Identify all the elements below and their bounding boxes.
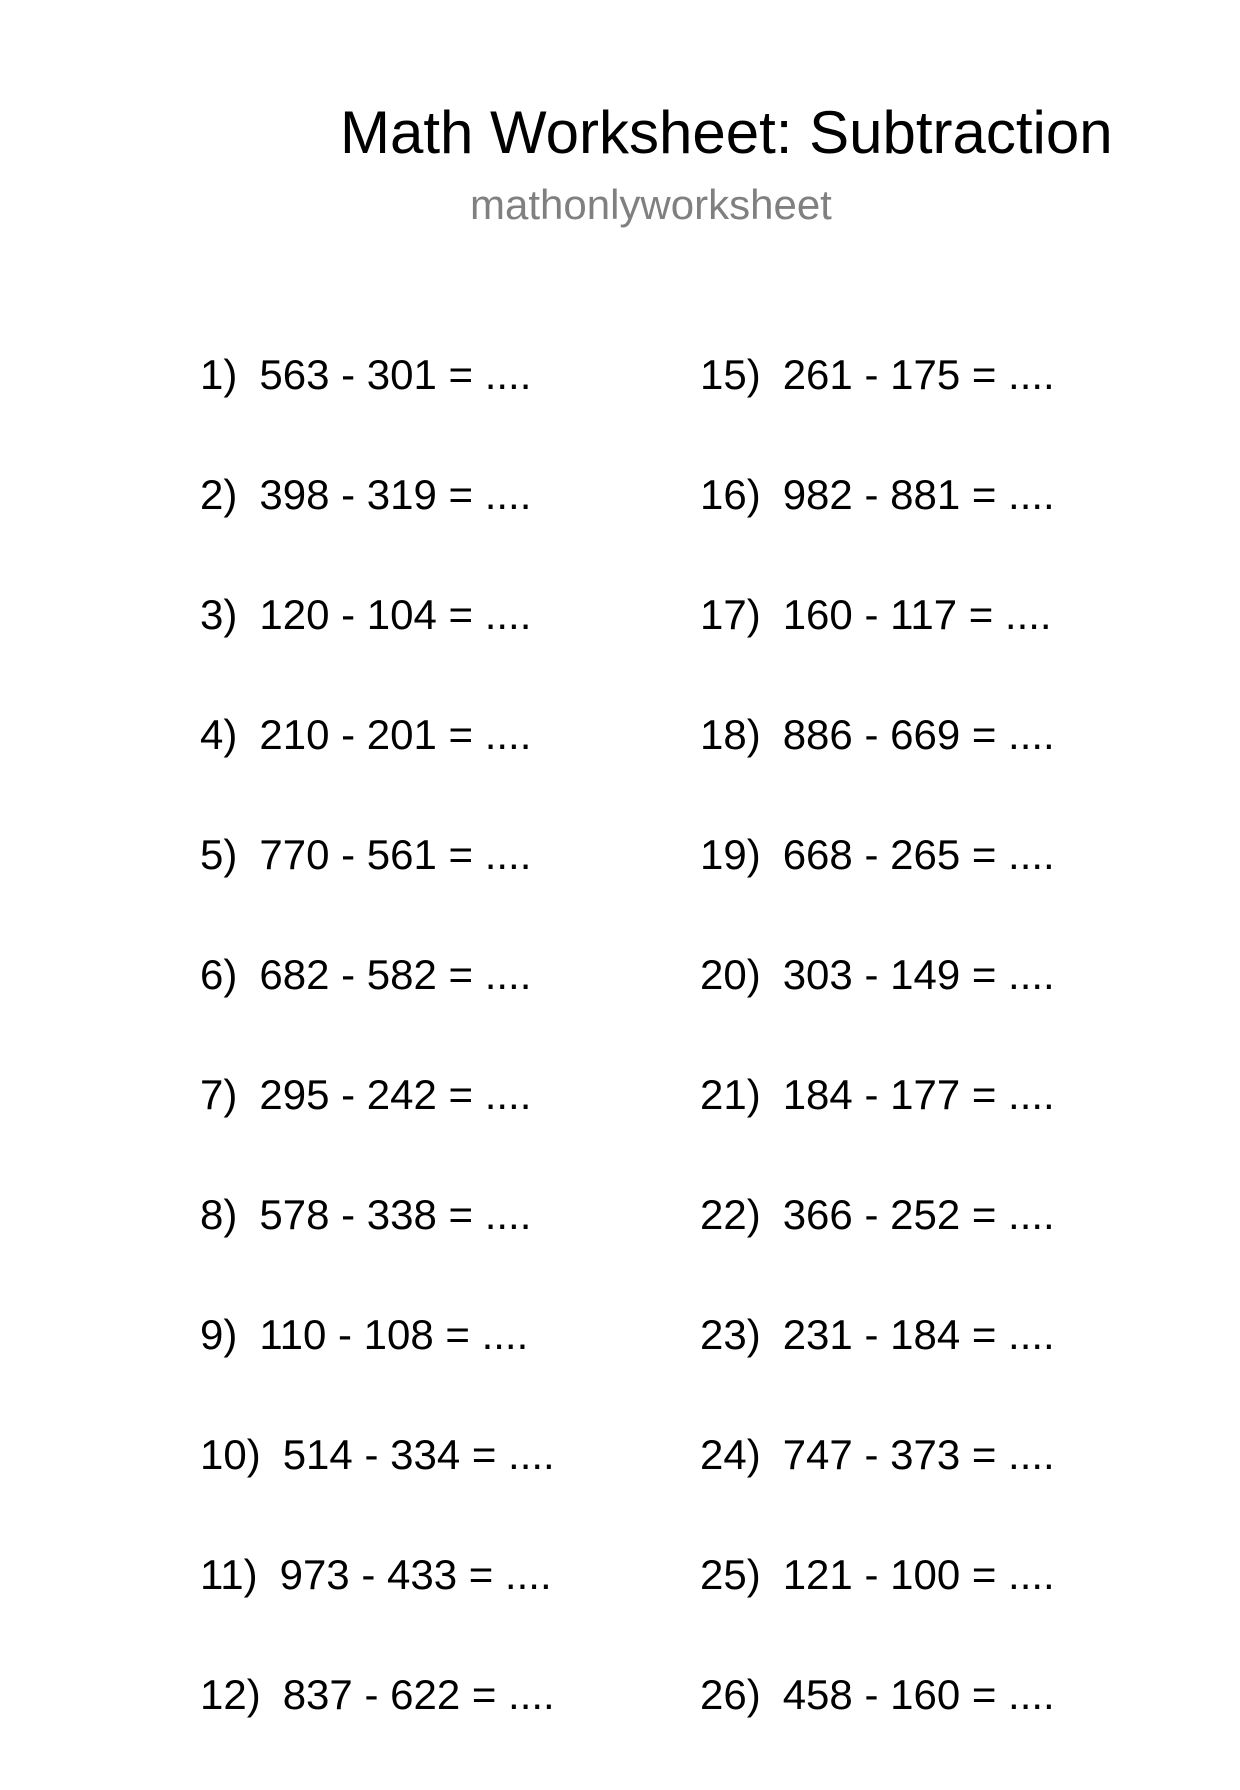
problem-20 xyxy=(700,950,1055,1070)
problem-number: 5) xyxy=(200,831,238,878)
problem-8 xyxy=(200,1190,555,1310)
problem-expression: 973 - 433 = .... xyxy=(279,1551,552,1598)
problem-number: 24) xyxy=(700,1431,761,1478)
problem-number: 3) xyxy=(200,591,238,638)
problem-12 xyxy=(200,1670,555,1790)
problem-4 xyxy=(200,710,555,830)
problem-expression: 514 - 334 = .... xyxy=(282,1431,555,1478)
problem-16 xyxy=(700,470,1055,590)
worksheet-title: Math Worksheet: Subtraction xyxy=(340,99,1113,166)
problem-number: 20) xyxy=(700,951,761,998)
problem-expression: 563 - 301 = .... xyxy=(259,351,532,398)
problem-number: 8) xyxy=(200,1191,238,1238)
problem-expression: 184 - 177 = .... xyxy=(782,1071,1055,1118)
problem-15 xyxy=(700,350,1055,470)
problem-number: 21) xyxy=(700,1071,761,1118)
problem-expression: 120 - 104 = .... xyxy=(259,591,532,638)
problem-expression: 682 - 582 = .... xyxy=(259,951,532,998)
problem-22 xyxy=(700,1190,1055,1310)
problem-number: 9) xyxy=(200,1311,238,1358)
problem-expression: 160 - 117 = .... xyxy=(782,591,1052,638)
problem-9 xyxy=(200,1310,555,1430)
problem-number: 11) xyxy=(200,1551,258,1598)
problem-number: 6) xyxy=(200,951,238,998)
problem-number: 26) xyxy=(700,1671,761,1718)
problem-7 xyxy=(200,1070,555,1190)
problem-18 xyxy=(700,710,1055,830)
problem-24 xyxy=(700,1430,1055,1550)
problem-number: 1) xyxy=(200,351,238,398)
problem-21 xyxy=(700,1070,1055,1190)
problem-expression: 398 - 319 = .... xyxy=(259,471,532,518)
problems-column-left xyxy=(200,350,555,1790)
problem-number: 17) xyxy=(700,591,761,638)
problem-number: 10) xyxy=(200,1431,261,1478)
problem-expression: 295 - 242 = .... xyxy=(259,1071,532,1118)
problem-3 xyxy=(200,590,555,710)
problem-expression: 770 - 561 = .... xyxy=(259,831,532,878)
problem-number: 15) xyxy=(700,351,761,398)
problem-expression: 668 - 265 = .... xyxy=(782,831,1055,878)
problem-number: 12) xyxy=(200,1671,261,1718)
problem-expression: 458 - 160 = .... xyxy=(782,1671,1055,1718)
problem-19 xyxy=(700,830,1055,950)
problem-number: 22) xyxy=(700,1191,761,1238)
problem-expression: 886 - 669 = .... xyxy=(782,711,1055,758)
problem-expression: 303 - 149 = .... xyxy=(782,951,1055,998)
problem-17 xyxy=(700,590,1055,710)
worksheet-subtitle: mathonlyworksheet xyxy=(470,181,832,228)
problem-number: 4) xyxy=(200,711,238,758)
problem-expression: 982 - 881 = .... xyxy=(782,471,1055,518)
problem-expression: 578 - 338 = .... xyxy=(259,1191,532,1238)
problem-expression: 110 - 108 = .... xyxy=(259,1311,529,1358)
problem-5 xyxy=(200,830,555,950)
problem-23 xyxy=(700,1310,1055,1430)
problem-expression: 747 - 373 = .... xyxy=(782,1431,1055,1478)
problem-number: 7) xyxy=(200,1071,238,1118)
problem-number: 23) xyxy=(700,1311,761,1358)
problem-11 xyxy=(200,1550,555,1670)
problem-2 xyxy=(200,470,555,590)
problem-number: 2) xyxy=(200,471,238,518)
problem-10 xyxy=(200,1430,555,1550)
problem-25 xyxy=(700,1550,1055,1670)
problem-expression: 366 - 252 = .... xyxy=(782,1191,1055,1238)
problem-number: 18) xyxy=(700,711,761,758)
problem-6 xyxy=(200,950,555,1070)
problem-expression: 210 - 201 = .... xyxy=(259,711,532,758)
problem-26 xyxy=(700,1670,1055,1790)
problem-expression: 261 - 175 = .... xyxy=(782,351,1055,398)
problem-number: 16) xyxy=(700,471,761,518)
problem-1 xyxy=(200,350,555,470)
problem-number: 19) xyxy=(700,831,761,878)
problems-column-right xyxy=(700,350,1055,1790)
problem-expression: 837 - 622 = .... xyxy=(282,1671,555,1718)
problem-number: 25) xyxy=(700,1551,761,1598)
problem-expression: 231 - 184 = .... xyxy=(782,1311,1055,1358)
problem-expression: 121 - 100 = .... xyxy=(782,1551,1055,1598)
